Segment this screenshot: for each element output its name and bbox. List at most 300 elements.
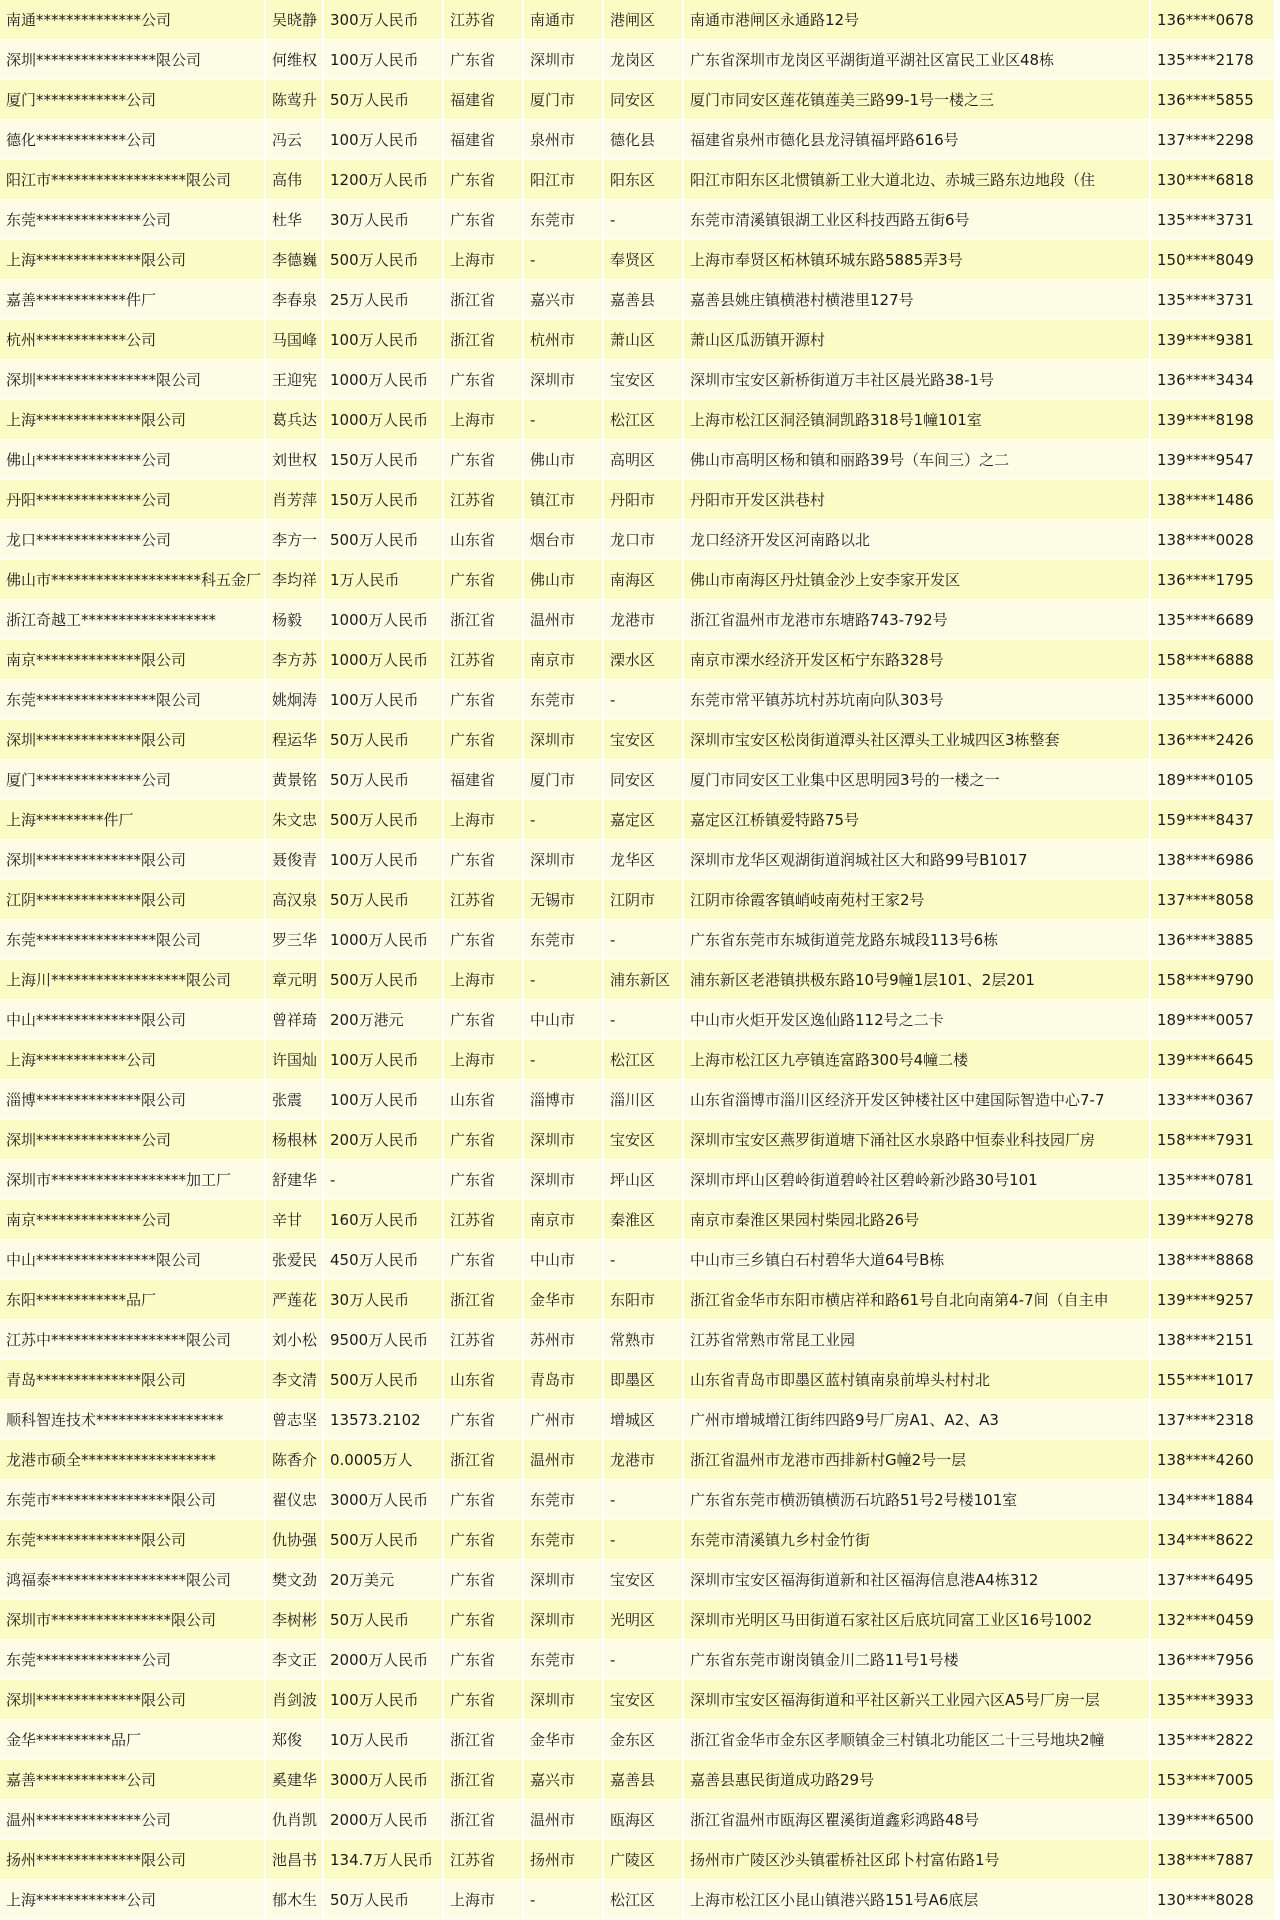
phone-cell: 189****0057 bbox=[1150, 1000, 1275, 1040]
province-cell: 浙江省 bbox=[443, 1280, 523, 1320]
address-cell: 中山市三乡镇白石村碧华大道64号B栋 bbox=[683, 1240, 1150, 1280]
city-cell: 嘉兴市 bbox=[523, 280, 603, 320]
city-cell: 淄博市 bbox=[523, 1080, 603, 1120]
district-cell: - bbox=[603, 680, 683, 720]
table-row bbox=[0, 640, 1275, 680]
table-row bbox=[0, 1800, 1275, 1840]
province-cell: 上海市 bbox=[443, 400, 523, 440]
city-cell: 中山市 bbox=[523, 1000, 603, 1040]
company-name-cell: 阳江市******************限公司 bbox=[0, 160, 265, 200]
registered-capital-cell: 1200万人民币 bbox=[323, 160, 443, 200]
legal-representative-cell: 肖剑波 bbox=[265, 1680, 323, 1720]
address-cell: 深圳市宝安区燕罗街道塘下涌社区水泉路中恒泰业科技园厂房 bbox=[683, 1120, 1150, 1160]
table-row bbox=[0, 120, 1275, 160]
registered-capital-cell: 450万人民币 bbox=[323, 1240, 443, 1280]
address-cell: 深圳市宝安区福海街道新和社区福海信息港A4栋312 bbox=[683, 1560, 1150, 1600]
city-cell: 温州市 bbox=[523, 1800, 603, 1840]
province-cell: 江苏省 bbox=[443, 1840, 523, 1880]
district-cell: 龙港市 bbox=[603, 600, 683, 640]
city-cell: 阳江市 bbox=[523, 160, 603, 200]
legal-representative-cell: 杜华 bbox=[265, 200, 323, 240]
legal-representative-cell: 严莲花 bbox=[265, 1280, 323, 1320]
district-cell: 即墨区 bbox=[603, 1360, 683, 1400]
province-cell: 江苏省 bbox=[443, 1200, 523, 1240]
city-cell: - bbox=[523, 960, 603, 1000]
legal-representative-cell: 杨根林 bbox=[265, 1120, 323, 1160]
phone-cell: 130****6818 bbox=[1150, 160, 1275, 200]
table-row bbox=[0, 80, 1275, 120]
phone-cell: 136****3434 bbox=[1150, 360, 1275, 400]
phone-cell: 139****9381 bbox=[1150, 320, 1275, 360]
legal-representative-cell: 李文正 bbox=[265, 1640, 323, 1680]
registered-capital-cell: 150万人民币 bbox=[323, 440, 443, 480]
table-row bbox=[0, 1840, 1275, 1880]
legal-representative-cell: 陈香介 bbox=[265, 1440, 323, 1480]
city-cell: - bbox=[523, 1880, 603, 1920]
address-cell: 厦门市同安区工业集中区思明园3号的一楼之一 bbox=[683, 760, 1150, 800]
province-cell: 广东省 bbox=[443, 200, 523, 240]
phone-cell: 135****6689 bbox=[1150, 600, 1275, 640]
phone-cell: 138****7887 bbox=[1150, 1840, 1275, 1880]
city-cell: 东莞市 bbox=[523, 1480, 603, 1520]
address-cell: 佛山市南海区丹灶镇金沙上安李家开发区 bbox=[683, 560, 1150, 600]
province-cell: 浙江省 bbox=[443, 1800, 523, 1840]
legal-representative-cell: 罗三华 bbox=[265, 920, 323, 960]
phone-cell: 135****6000 bbox=[1150, 680, 1275, 720]
company-name-cell: 东莞****************限公司 bbox=[0, 680, 265, 720]
legal-representative-cell: 李春泉 bbox=[265, 280, 323, 320]
registered-capital-cell: 300万人民币 bbox=[323, 0, 443, 40]
province-cell: 江苏省 bbox=[443, 640, 523, 680]
table-row bbox=[0, 1760, 1275, 1800]
province-cell: 山东省 bbox=[443, 1080, 523, 1120]
district-cell: 宝安区 bbox=[603, 1560, 683, 1600]
address-cell: 浙江省金华市东阳市横店祥和路61号自北向南第4-7间（自主申 bbox=[683, 1280, 1150, 1320]
province-cell: 江苏省 bbox=[443, 880, 523, 920]
city-cell: 镇江市 bbox=[523, 480, 603, 520]
province-cell: 广东省 bbox=[443, 1560, 523, 1600]
table-row bbox=[0, 1000, 1275, 1040]
registered-capital-cell: 100万人民币 bbox=[323, 1680, 443, 1720]
province-cell: 江苏省 bbox=[443, 480, 523, 520]
district-cell: 淄川区 bbox=[603, 1080, 683, 1120]
district-cell: 丹阳市 bbox=[603, 480, 683, 520]
province-cell: 浙江省 bbox=[443, 1440, 523, 1480]
city-cell: 东莞市 bbox=[523, 680, 603, 720]
legal-representative-cell: 郑俊 bbox=[265, 1720, 323, 1760]
phone-cell: 155****1017 bbox=[1150, 1360, 1275, 1400]
province-cell: 广东省 bbox=[443, 920, 523, 960]
registered-capital-cell: 1000万人民币 bbox=[323, 640, 443, 680]
city-cell: 东莞市 bbox=[523, 1520, 603, 1560]
phone-cell: 132****0459 bbox=[1150, 1600, 1275, 1640]
phone-cell: 134****1884 bbox=[1150, 1480, 1275, 1520]
legal-representative-cell: 姚炯涛 bbox=[265, 680, 323, 720]
registered-capital-cell: 1万人民币 bbox=[323, 560, 443, 600]
address-cell: 深圳市宝安区松岗街道潭头社区潭头工业城四区3栋整套 bbox=[683, 720, 1150, 760]
address-cell: 上海市松江区小昆山镇港兴路151号A6底层 bbox=[683, 1880, 1150, 1920]
address-cell: 萧山区瓜沥镇开源村 bbox=[683, 320, 1150, 360]
province-cell: 福建省 bbox=[443, 80, 523, 120]
legal-representative-cell: 辛甘 bbox=[265, 1200, 323, 1240]
legal-representative-cell: 高伟 bbox=[265, 160, 323, 200]
registered-capital-cell: 160万人民币 bbox=[323, 1200, 443, 1240]
address-cell: 东莞市清溪镇九乡村金竹街 bbox=[683, 1520, 1150, 1560]
district-cell: 坪山区 bbox=[603, 1160, 683, 1200]
phone-cell: 138****0028 bbox=[1150, 520, 1275, 560]
table-row bbox=[0, 520, 1275, 560]
legal-representative-cell: 李德巍 bbox=[265, 240, 323, 280]
registered-capital-cell: 20万美元 bbox=[323, 1560, 443, 1600]
legal-representative-cell: 李方一 bbox=[265, 520, 323, 560]
table-row bbox=[0, 800, 1275, 840]
phone-cell: 135****3933 bbox=[1150, 1680, 1275, 1720]
legal-representative-cell: 朱文忠 bbox=[265, 800, 323, 840]
city-cell: 深圳市 bbox=[523, 40, 603, 80]
city-cell: 深圳市 bbox=[523, 1120, 603, 1160]
district-cell: - bbox=[603, 1240, 683, 1280]
city-cell: 厦门市 bbox=[523, 80, 603, 120]
province-cell: 广东省 bbox=[443, 40, 523, 80]
address-cell: 东莞市清溪镇银湖工业区科技西路五街6号 bbox=[683, 200, 1150, 240]
table-row bbox=[0, 240, 1275, 280]
address-cell: 深圳市宝安区新桥街道万丰社区晨光路38-1号 bbox=[683, 360, 1150, 400]
district-cell: 宝安区 bbox=[603, 1120, 683, 1160]
company-name-cell: 金华**********品厂 bbox=[0, 1720, 265, 1760]
city-cell: 深圳市 bbox=[523, 1560, 603, 1600]
address-cell: 南通市港闸区永通路12号 bbox=[683, 0, 1150, 40]
legal-representative-cell: 李树彬 bbox=[265, 1600, 323, 1640]
district-cell: 德化县 bbox=[603, 120, 683, 160]
legal-representative-cell: 许国灿 bbox=[265, 1040, 323, 1080]
district-cell: 增城区 bbox=[603, 1400, 683, 1440]
phone-cell: 136****5855 bbox=[1150, 80, 1275, 120]
address-cell: 厦门市同安区莲花镇莲美三路99-1号一楼之三 bbox=[683, 80, 1150, 120]
registered-capital-cell: 100万人民币 bbox=[323, 320, 443, 360]
registered-capital-cell: 134.7万人民币 bbox=[323, 1840, 443, 1880]
province-cell: 广东省 bbox=[443, 360, 523, 400]
legal-representative-cell: 奚建华 bbox=[265, 1760, 323, 1800]
company-name-cell: 深圳**************限公司 bbox=[0, 720, 265, 760]
district-cell: 秦淮区 bbox=[603, 1200, 683, 1240]
district-cell: 阳东区 bbox=[603, 160, 683, 200]
table-row bbox=[0, 1680, 1275, 1720]
registered-capital-cell: 100万人民币 bbox=[323, 840, 443, 880]
registered-capital-cell: 500万人民币 bbox=[323, 1520, 443, 1560]
city-cell: 嘉兴市 bbox=[523, 1760, 603, 1800]
company-name-cell: 深圳市******************加工厂 bbox=[0, 1160, 265, 1200]
company-name-cell: 上海*********件厂 bbox=[0, 800, 265, 840]
province-cell: 上海市 bbox=[443, 1040, 523, 1080]
province-cell: 广东省 bbox=[443, 1600, 523, 1640]
legal-representative-cell: 樊文劲 bbox=[265, 1560, 323, 1600]
province-cell: 江苏省 bbox=[443, 1320, 523, 1360]
table-row bbox=[0, 1080, 1275, 1120]
registered-capital-cell: 500万人民币 bbox=[323, 520, 443, 560]
legal-representative-cell: 李文清 bbox=[265, 1360, 323, 1400]
registered-capital-cell: 200万人民币 bbox=[323, 1120, 443, 1160]
province-cell: 福建省 bbox=[443, 120, 523, 160]
phone-cell: 135****2822 bbox=[1150, 1720, 1275, 1760]
phone-cell: 136****3885 bbox=[1150, 920, 1275, 960]
city-cell: 苏州市 bbox=[523, 1320, 603, 1360]
province-cell: 浙江省 bbox=[443, 320, 523, 360]
phone-cell: 135****3731 bbox=[1150, 280, 1275, 320]
phone-cell: 137****2298 bbox=[1150, 120, 1275, 160]
province-cell: 上海市 bbox=[443, 960, 523, 1000]
table-row bbox=[0, 360, 1275, 400]
city-cell: 厦门市 bbox=[523, 760, 603, 800]
address-cell: 上海市松江区洞泾镇洞凯路318号1幢101室 bbox=[683, 400, 1150, 440]
address-cell: 嘉善县姚庄镇横港村横港里127号 bbox=[683, 280, 1150, 320]
legal-representative-cell: 葛兵达 bbox=[265, 400, 323, 440]
address-cell: 广东省东莞市横沥镇横沥石坑路51号2号楼101室 bbox=[683, 1480, 1150, 1520]
province-cell: 广东省 bbox=[443, 1120, 523, 1160]
province-cell: 广东省 bbox=[443, 1680, 523, 1720]
table-row bbox=[0, 1720, 1275, 1760]
table-row bbox=[0, 560, 1275, 600]
phone-cell: 189****0105 bbox=[1150, 760, 1275, 800]
registered-capital-cell: 100万人民币 bbox=[323, 120, 443, 160]
legal-representative-cell: 仇肖凯 bbox=[265, 1800, 323, 1840]
legal-representative-cell: 马国峰 bbox=[265, 320, 323, 360]
address-cell: 广州市增城增江街纬四路9号厂房A1、A2、A3 bbox=[683, 1400, 1150, 1440]
table-row bbox=[0, 1640, 1275, 1680]
city-cell: 东莞市 bbox=[523, 920, 603, 960]
address-cell: 阳江市阳东区北惯镇新工业大道北边、赤城三路东边地段（住 bbox=[683, 160, 1150, 200]
address-cell: 江阴市徐霞客镇峭岐南苑村王家2号 bbox=[683, 880, 1150, 920]
table-row bbox=[0, 480, 1275, 520]
table-row bbox=[0, 840, 1275, 880]
city-cell: 深圳市 bbox=[523, 1600, 603, 1640]
phone-cell: 137****8058 bbox=[1150, 880, 1275, 920]
table-row bbox=[0, 280, 1275, 320]
legal-representative-cell: 黄景铭 bbox=[265, 760, 323, 800]
table-row bbox=[0, 400, 1275, 440]
province-cell: 上海市 bbox=[443, 240, 523, 280]
registered-capital-cell: 2000万人民币 bbox=[323, 1640, 443, 1680]
city-cell: 无锡市 bbox=[523, 880, 603, 920]
company-name-cell: 鸿福泰******************限公司 bbox=[0, 1560, 265, 1600]
legal-representative-cell: 陈莺升 bbox=[265, 80, 323, 120]
table-row bbox=[0, 1360, 1275, 1400]
registered-capital-cell: 1000万人民币 bbox=[323, 600, 443, 640]
city-cell: 温州市 bbox=[523, 600, 603, 640]
table-row bbox=[0, 1280, 1275, 1320]
table-row bbox=[0, 680, 1275, 720]
legal-representative-cell: 王迎宪 bbox=[265, 360, 323, 400]
table-row bbox=[0, 1400, 1275, 1440]
phone-cell: 136****7956 bbox=[1150, 1640, 1275, 1680]
registered-capital-cell: 500万人民币 bbox=[323, 240, 443, 280]
registered-capital-cell: 100万人民币 bbox=[323, 1040, 443, 1080]
company-name-cell: 深圳**************限公司 bbox=[0, 840, 265, 880]
company-name-cell: 龙港市硕全****************** bbox=[0, 1440, 265, 1480]
company-name-cell: 嘉善************件厂 bbox=[0, 280, 265, 320]
table-row bbox=[0, 0, 1275, 40]
phone-cell: 139****9278 bbox=[1150, 1200, 1275, 1240]
registered-capital-cell: 25万人民币 bbox=[323, 280, 443, 320]
address-cell: 上海市奉贤区柘林镇环城东路5885弄3号 bbox=[683, 240, 1150, 280]
province-cell: 广东省 bbox=[443, 1160, 523, 1200]
legal-representative-cell: 何维权 bbox=[265, 40, 323, 80]
phone-cell: 137****6495 bbox=[1150, 1560, 1275, 1600]
province-cell: 浙江省 bbox=[443, 1720, 523, 1760]
province-cell: 广东省 bbox=[443, 1640, 523, 1680]
city-cell: - bbox=[523, 800, 603, 840]
table-row bbox=[0, 600, 1275, 640]
company-name-cell: 南京**************公司 bbox=[0, 1200, 265, 1240]
city-cell: 扬州市 bbox=[523, 1840, 603, 1880]
address-cell: 嘉善县惠民街道成功路29号 bbox=[683, 1760, 1150, 1800]
company-name-cell: 南京**************限公司 bbox=[0, 640, 265, 680]
city-cell: 深圳市 bbox=[523, 840, 603, 880]
district-cell: 奉贤区 bbox=[603, 240, 683, 280]
city-cell: 金华市 bbox=[523, 1720, 603, 1760]
district-cell: 龙港市 bbox=[603, 1440, 683, 1480]
address-cell: 中山市火炬开发区逸仙路112号之二卡 bbox=[683, 1000, 1150, 1040]
district-cell: 港闸区 bbox=[603, 0, 683, 40]
province-cell: 广东省 bbox=[443, 1400, 523, 1440]
registered-capital-cell: 1000万人民币 bbox=[323, 360, 443, 400]
city-cell: 南京市 bbox=[523, 640, 603, 680]
table-row bbox=[0, 200, 1275, 240]
registered-capital-cell: 2000万人民币 bbox=[323, 1800, 443, 1840]
phone-cell: 159****8437 bbox=[1150, 800, 1275, 840]
company-name-cell: 南通**************公司 bbox=[0, 0, 265, 40]
province-cell: 上海市 bbox=[443, 800, 523, 840]
company-name-cell: 温州**************公司 bbox=[0, 1800, 265, 1840]
registered-capital-cell: 100万人民币 bbox=[323, 1080, 443, 1120]
registered-capital-cell: 500万人民币 bbox=[323, 960, 443, 1000]
table-row bbox=[0, 440, 1275, 480]
company-name-cell: 青岛**************限公司 bbox=[0, 1360, 265, 1400]
city-cell: - bbox=[523, 400, 603, 440]
district-cell: - bbox=[603, 1640, 683, 1680]
district-cell: 光明区 bbox=[603, 1600, 683, 1640]
company-name-cell: 上海**************限公司 bbox=[0, 400, 265, 440]
phone-cell: 134****8622 bbox=[1150, 1520, 1275, 1560]
province-cell: 广东省 bbox=[443, 440, 523, 480]
table-row bbox=[0, 1480, 1275, 1520]
company-name-cell: 嘉善************公司 bbox=[0, 1760, 265, 1800]
city-cell: 泉州市 bbox=[523, 120, 603, 160]
phone-cell: 138****1486 bbox=[1150, 480, 1275, 520]
address-cell: 上海市松江区九亭镇连富路300号4幢二楼 bbox=[683, 1040, 1150, 1080]
legal-representative-cell: 郁木生 bbox=[265, 1880, 323, 1920]
address-cell: 深圳市光明区马田街道石家社区后底坑同富工业区16号1002 bbox=[683, 1600, 1150, 1640]
address-cell: 浙江省温州市龙港市东塘路743-792号 bbox=[683, 600, 1150, 640]
district-cell: 松江区 bbox=[603, 400, 683, 440]
legal-representative-cell: 吴晓静 bbox=[265, 0, 323, 40]
company-name-cell: 江阴**************限公司 bbox=[0, 880, 265, 920]
province-cell: 浙江省 bbox=[443, 280, 523, 320]
company-name-cell: 上海************公司 bbox=[0, 1880, 265, 1920]
province-cell: 广东省 bbox=[443, 560, 523, 600]
province-cell: 广东省 bbox=[443, 1520, 523, 1560]
address-cell: 深圳市龙华区观湖街道润城社区大和路99号B1017 bbox=[683, 840, 1150, 880]
province-cell: 上海市 bbox=[443, 1880, 523, 1920]
province-cell: 山东省 bbox=[443, 520, 523, 560]
phone-cell: 139****6645 bbox=[1150, 1040, 1275, 1080]
district-cell: 广陵区 bbox=[603, 1840, 683, 1880]
district-cell: - bbox=[603, 1520, 683, 1560]
district-cell: 南海区 bbox=[603, 560, 683, 600]
company-name-cell: 佛山**************公司 bbox=[0, 440, 265, 480]
address-cell: 东莞市常平镇苏坑村苏坑南向队303号 bbox=[683, 680, 1150, 720]
table-row bbox=[0, 1040, 1275, 1080]
legal-representative-cell: 仇协强 bbox=[265, 1520, 323, 1560]
table-row bbox=[0, 1600, 1275, 1640]
company-name-cell: 杭州************公司 bbox=[0, 320, 265, 360]
district-cell: 嘉善县 bbox=[603, 1760, 683, 1800]
registered-capital-cell: 3000万人民币 bbox=[323, 1480, 443, 1520]
phone-cell: 150****8049 bbox=[1150, 240, 1275, 280]
registered-capital-cell: 50万人民币 bbox=[323, 1880, 443, 1920]
table-row bbox=[0, 1520, 1275, 1560]
address-cell: 山东省淄博市淄川区经济开发区钟楼社区中建国际智造中心7-7 bbox=[683, 1080, 1150, 1120]
address-cell: 广东省东莞市东城街道莞龙路东城段113号6栋 bbox=[683, 920, 1150, 960]
legal-representative-cell: 翟仪忠 bbox=[265, 1480, 323, 1520]
company-name-cell: 厦门************公司 bbox=[0, 80, 265, 120]
address-cell: 佛山市高明区杨和镇和丽路39号（车间三）之二 bbox=[683, 440, 1150, 480]
registered-capital-cell: 500万人民币 bbox=[323, 800, 443, 840]
city-cell: 佛山市 bbox=[523, 440, 603, 480]
phone-cell: 133****0367 bbox=[1150, 1080, 1275, 1120]
company-name-cell: 上海**************限公司 bbox=[0, 240, 265, 280]
legal-representative-cell: 张震 bbox=[265, 1080, 323, 1120]
city-cell: 烟台市 bbox=[523, 520, 603, 560]
legal-representative-cell: 曾志坚 bbox=[265, 1400, 323, 1440]
legal-representative-cell: 舒建华 bbox=[265, 1160, 323, 1200]
company-name-cell: 德化************公司 bbox=[0, 120, 265, 160]
registered-capital-cell: 50万人民币 bbox=[323, 760, 443, 800]
district-cell: 萧山区 bbox=[603, 320, 683, 360]
company-name-cell: 东莞****************限公司 bbox=[0, 920, 265, 960]
legal-representative-cell: 刘小松 bbox=[265, 1320, 323, 1360]
registered-capital-cell: 50万人民币 bbox=[323, 720, 443, 760]
district-cell: 东阳市 bbox=[603, 1280, 683, 1320]
district-cell: - bbox=[603, 1480, 683, 1520]
city-cell: 深圳市 bbox=[523, 360, 603, 400]
phone-cell: 138****8868 bbox=[1150, 1240, 1275, 1280]
district-cell: - bbox=[603, 1000, 683, 1040]
city-cell: 南京市 bbox=[523, 1200, 603, 1240]
legal-representative-cell: 曾祥琦 bbox=[265, 1000, 323, 1040]
city-cell: 深圳市 bbox=[523, 720, 603, 760]
city-cell: 金华市 bbox=[523, 1280, 603, 1320]
district-cell: 常熟市 bbox=[603, 1320, 683, 1360]
district-cell: 同安区 bbox=[603, 760, 683, 800]
registered-capital-cell: 150万人民币 bbox=[323, 480, 443, 520]
table-row bbox=[0, 920, 1275, 960]
address-cell: 深圳市宝安区福海街道和平社区新兴工业园六区A5号厂房一层 bbox=[683, 1680, 1150, 1720]
district-cell: 江阴市 bbox=[603, 880, 683, 920]
registered-capital-cell: 1000万人民币 bbox=[323, 920, 443, 960]
legal-representative-cell: 张爱民 bbox=[265, 1240, 323, 1280]
district-cell: 宝安区 bbox=[603, 1680, 683, 1720]
city-cell: 深圳市 bbox=[523, 1160, 603, 1200]
phone-cell: 135****2178 bbox=[1150, 40, 1275, 80]
city-cell: 中山市 bbox=[523, 1240, 603, 1280]
address-cell: 浙江省温州市龙港市西排新村G幢2号一层 bbox=[683, 1440, 1150, 1480]
province-cell: 广东省 bbox=[443, 1480, 523, 1520]
company-name-cell: 佛山市********************科五金厂 bbox=[0, 560, 265, 600]
district-cell: 松江区 bbox=[603, 1880, 683, 1920]
province-cell: 广东省 bbox=[443, 1000, 523, 1040]
address-cell: 山东省青岛市即墨区蓝村镇南泉前埠头村村北 bbox=[683, 1360, 1150, 1400]
legal-representative-cell: 李均祥 bbox=[265, 560, 323, 600]
